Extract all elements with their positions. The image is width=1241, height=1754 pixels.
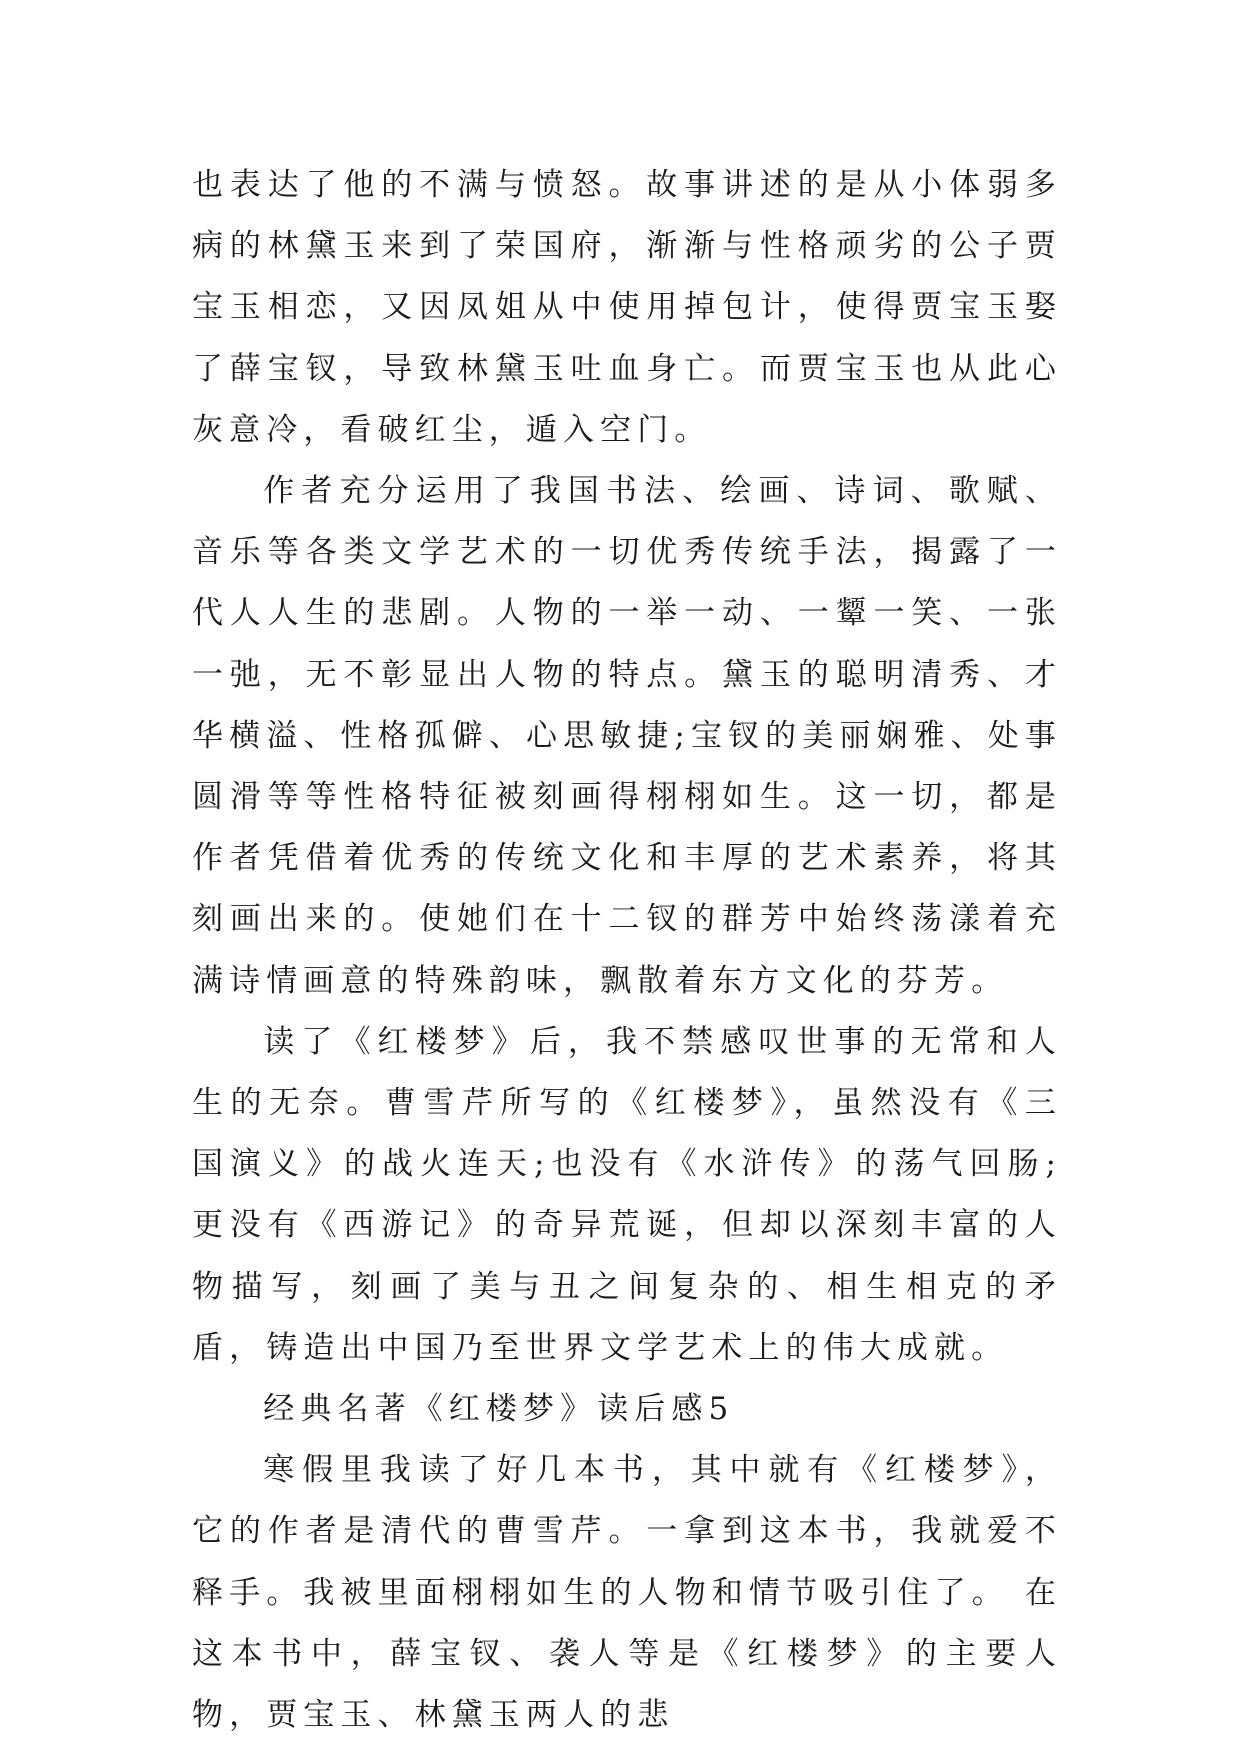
section-heading: 经典名著《红楼梦》读后感5 [263,1391,735,1428]
paragraph-artistic-techniques: 作者充分运用了我国书法、绘画、诗词、歌赋、音乐等各类文学艺术的一切优秀传统手法，揭露了一代人人生的悲剧。人物的一举一动、一颦一笑、一张一弛，无不彰显出人物的特点。黛玉的聪明清秀、才华横溢、性格孤僻、心思敏捷;宝钗的美丽娴雅、处事圆滑等等性格特征被刻画得栩栩如生。这一切，都是作者凭借着优秀的传统文化和丰厚的艺术素养，将其刻画出来的。使她们在十二钗的群芳中始终荡漾着充满诗情画意的特殊韵味，飘散着东方文化的芬芳。 [192,473,1062,999]
paragraph-story-summary: 也表达了他的不满与愤怒。故事讲述的是从小体弱多病的林黛玉来到了荣国府，渐渐与性格顽劣的公子贾宝玉相恋，又因凤姐从中使用掉包计，使得贾宝玉娶了薛宝钗，导致林黛玉吐血身亡。而贾宝玉也从此心灰意冷，看破红尘，遁入空门。 [192,167,1062,448]
paragraph-winter-reading: 寒假里我读了好几本书，其中就有《红楼梦》，它的作者是清代的曹雪芹。一拿到这本书，我就爱不释手。我被里面栩栩如生的人物和情节吸引住了。 在这本书中，薛宝钗、袭人等是《红楼梦》的主要人物，贾宝玉、林黛玉两人的悲 [192,1452,1062,1734]
paragraph-reflection: 读了《红楼梦》后，我不禁感叹世事的无常和人生的无奈。曹雪芹所写的《红楼梦》，虽然没有《三国演义》的战火连天;也没有《水浒传》的荡气回肠;更没有《西游记》的奇异荒诞，但却以深刻丰富的人物描写，刻画了美与丑之间复杂的、相生相克的矛盾，铸造出中国乃至世界文学艺术上的伟大成就。 [192,1023,1062,1366]
body-text [192,155,1062,1746]
